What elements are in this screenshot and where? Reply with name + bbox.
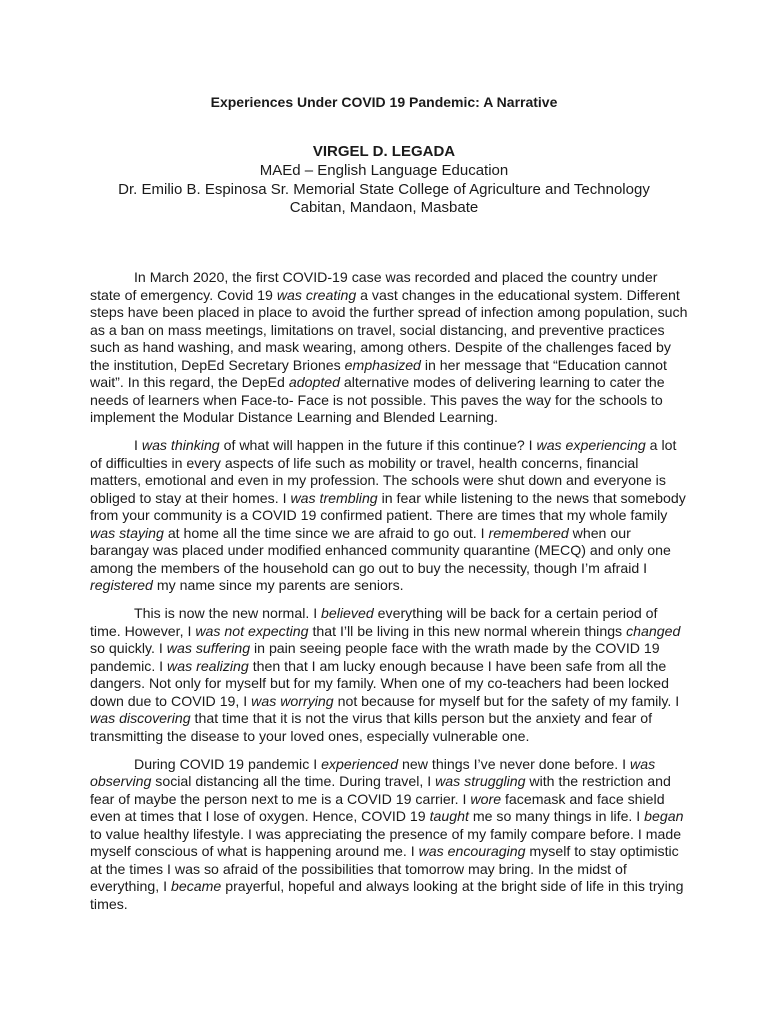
- italic-verb: remembered: [488, 524, 569, 541]
- text-run: This is now the new normal. I: [134, 605, 322, 621]
- text-run: myself to stay optimistic at the times I was so afraid of the possibilities that tomorrow may bring. In the midst of everything, I: [90, 843, 679, 894]
- text-run: then that I am lucky enough because I have been safe from all the dangers. Not only for myself but for my family. When one of my co-teachers had been locked down due to COVID 19, I: [90, 657, 669, 709]
- italic-verb: became: [170, 878, 222, 894]
- italic-verb: adopted: [288, 374, 340, 390]
- body-paragraph: [90, 437, 690, 595]
- text-run: social distancing all the time. During travel, I: [151, 773, 436, 789]
- text-run: me so many things in life. I: [468, 808, 645, 824]
- italic-verb: was struggling: [435, 773, 526, 789]
- text-run: in fear while listening to the news that somebody from your community is a COVID 19 confirmed patient. There are times that my whole family: [90, 489, 686, 523]
- text-run: so quickly. I: [90, 640, 167, 656]
- italic-verb: was encouraging: [418, 843, 526, 859]
- italic-verb: was creating: [276, 286, 357, 303]
- italic-verb: taught: [429, 808, 469, 824]
- text-run: I: [134, 437, 142, 453]
- text-run: everything will be back for a certain period of time. However, I: [90, 605, 658, 639]
- text-run: In March 2020, the first COVID-19 case was recorded and placed the country under state of emergency. Covid 19: [90, 269, 658, 303]
- italic-verb: experienced: [321, 755, 399, 772]
- italic-verb: registered: [90, 577, 153, 593]
- text-run: not because for myself but for the safety of my family. I: [333, 692, 680, 709]
- italic-verb: was realizing: [167, 657, 249, 674]
- author-degree: MAEd – English Language Education: [259, 162, 509, 179]
- text-run: prayerful, hopeful and always looking at the bright side of life in this trying times.: [90, 878, 684, 912]
- text-run: in her message that “Education cannot wait”. In this regard, the DepEd: [90, 356, 667, 390]
- text-run: of what will happen in the future if this continue? I: [219, 437, 537, 453]
- italic-verb: was trembling: [290, 489, 378, 506]
- body-paragraph: [90, 605, 690, 745]
- text-run: in pain seeing people face with the wrath made by the COVID 19 pandemic. I: [90, 640, 660, 674]
- italic-verb: believed: [321, 605, 374, 621]
- italic-verb: began: [644, 808, 684, 824]
- text-run: During COVID 19 pandemic I: [134, 755, 322, 772]
- text-run: with the restriction and fear of maybe the person next to me is a COVID 19 carrier. I: [90, 773, 671, 807]
- text-run: when our barangay was placed under modified enhanced community quarantine (MECQ) and only one among the members of the household can go out to buy the necessity, though I’m afraid I: [90, 524, 671, 576]
- text-run: facemask and face shield even at times that I lose of oxygen. Hence, COVID 19: [90, 790, 665, 824]
- italic-verb: was suffering: [166, 640, 251, 656]
- body-paragraph: [90, 756, 690, 914]
- italic-verb: changed: [626, 622, 681, 639]
- text-run: a vast changes in the educational system. Different steps have been placed in place to avoid the further spread of infection among population, such as a ban on mass meetings, limitations on travel, social distancing, and preventive practices such as hand washing, and mask wearing, among others. Despite of the challenges faced by the institution, DepEd Secretary Briones: [90, 286, 688, 373]
- text-run: at home all the time since we are afraid to go out. I: [163, 524, 489, 541]
- text-run: alternative modes of delivering learning to cater the needs of learners when Face-to- Face is not possible. This paves the way for the schools to implement the Modular Distance Learning and Blended Learning.: [90, 374, 665, 425]
- text-run: that I’ll be living in this new normal wherein things: [308, 622, 627, 639]
- text-run: to value healthy lifestyle. I was appreciating the presence of my family compare before. I made myself conscious of what is happening around me. I: [90, 825, 682, 859]
- text-run: my name since my parents are seniors.: [152, 577, 404, 593]
- author-institution: Dr. Emilio B. Espinosa Sr. Memorial State College of Agriculture and Technology: [118, 180, 650, 198]
- italic-verb: was not expecting: [195, 622, 309, 639]
- document-title: Experiences Under COVID 19 Pandemic: A Narrative: [210, 94, 558, 110]
- italic-verb: was worrying: [251, 692, 334, 709]
- document-body: [90, 269, 690, 924]
- italic-verb: emphasized: [344, 356, 421, 373]
- author-name: VIRGEL D. LEGADA: [312, 143, 456, 160]
- text-run: new things I’ve never done before. I: [398, 755, 631, 772]
- italic-verb: was discovering: [90, 710, 191, 726]
- italic-verb: wore: [470, 790, 502, 807]
- italic-verb: was observing: [90, 755, 656, 789]
- italic-verb: was experiencing: [536, 437, 646, 453]
- document-header: [0, 92, 768, 218]
- text-run: a lot of difficulties in every aspects of life such as mobility or travel, health concerns, financial matters, emotional and even in my profession. The schools were shut down and everyone is obliged to stay at their homes. I: [90, 437, 677, 506]
- body-paragraph: [90, 269, 690, 427]
- italic-verb: was thinking: [141, 437, 220, 453]
- text-run: that time that it is not the virus that kills person but the anxiety and fear of transmitting the disease to your loved ones, especially vulnerable one.: [90, 710, 652, 744]
- italic-verb: was staying: [90, 524, 164, 541]
- author-location: Cabitan, Mandaon, Masbate: [289, 199, 479, 216]
